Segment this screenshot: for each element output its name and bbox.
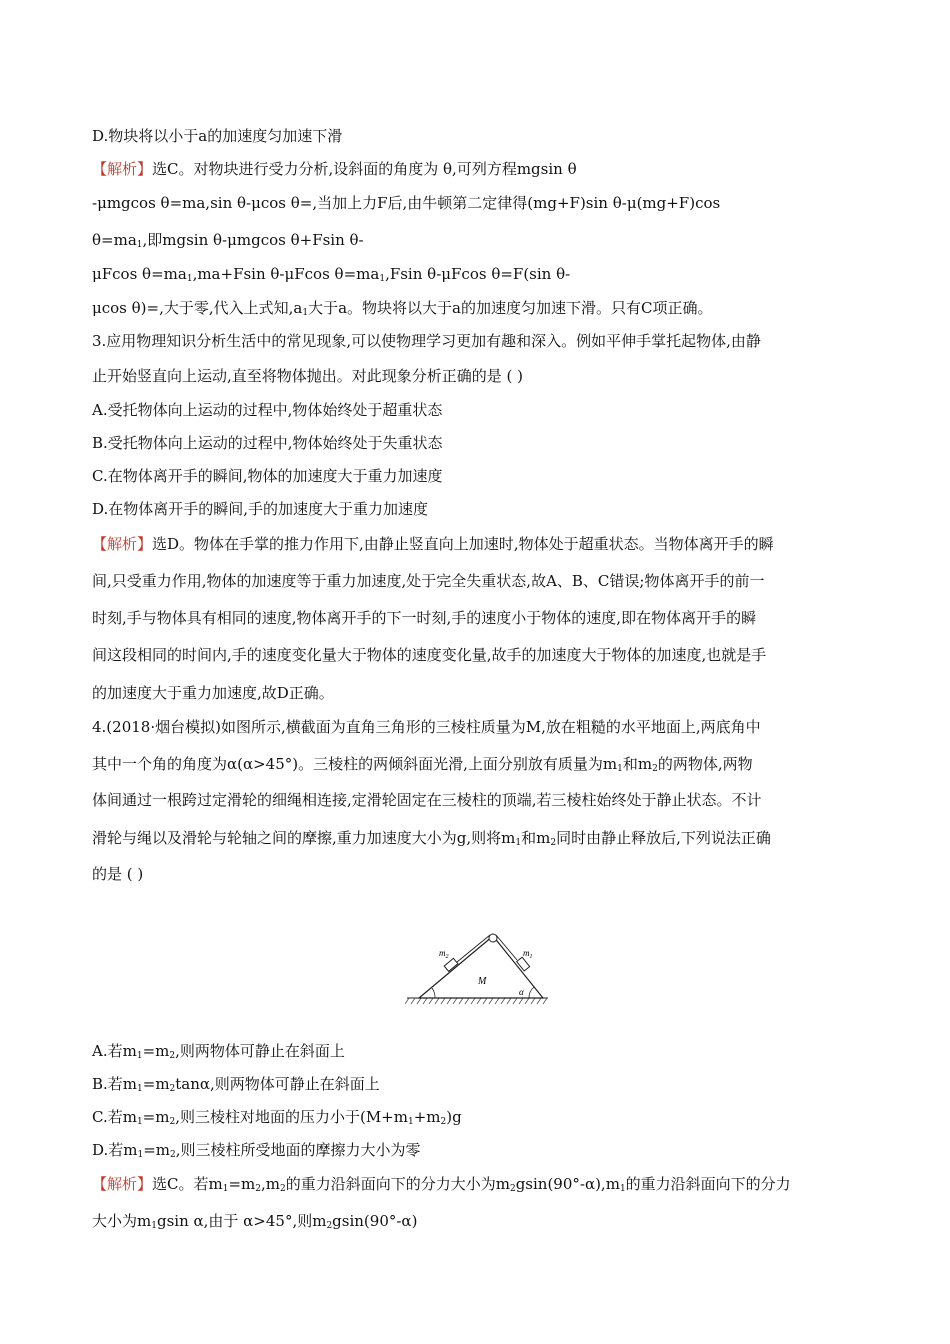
q4-option-c [92, 1107, 462, 1132]
subscript: 2 [170, 1150, 176, 1160]
analysis-tag: 【解析】 [92, 160, 153, 178]
rope-right [496, 935, 517, 960]
q4-option-d-text-2: =m [143, 1141, 171, 1159]
q2-analysis-text-4b: ,ma+Fsin θ-μFcos θ=ma [192, 265, 380, 283]
block-m2 [444, 958, 458, 971]
q3-analysis-text-2: 间,只受重力作用,物体的加速度等于重力加速度,处于完全失重状态,故A、B、C错误;物体离开手的前一 [92, 572, 765, 590]
q3-option-d [92, 499, 428, 519]
q4-stem-text-4c: 同时由静止释放后,下列说法正确 [556, 829, 771, 847]
q4-option-c-text-5: )g [446, 1108, 462, 1126]
q4-analysis-line-2 [92, 1211, 417, 1236]
q4-stem-text-2c: 的两物体,两物 [657, 755, 753, 773]
subscript: 1 [407, 1117, 414, 1127]
q4-option-a-text-3: ,则两物体可静止在斜面上 [175, 1042, 345, 1060]
subscript: 1 [302, 308, 309, 318]
subscript: 2 [169, 1117, 176, 1127]
q2-option-d-text: D.物块将以小于a的加速度匀加速下滑 [92, 127, 343, 145]
q3-analysis-text-1: 选D。物体在手掌的推力作用下,由静止竖直向上加速时,物体处于超重状态。当物体离开手的瞬 [152, 535, 774, 553]
q3-analysis-line-2 [92, 571, 764, 591]
q4-option-a-text-1: A.若m [92, 1042, 137, 1060]
subscript: 2 [509, 1184, 516, 1194]
q4-stem-line-5 [92, 864, 143, 884]
q4-stem-text-2a: 其中一个角的角度为α(α>45°)。三棱柱的两倾斜面光滑,上面分别放有质量为m [92, 755, 618, 773]
q4-option-a [92, 1041, 345, 1066]
q3-stem-line-1 [92, 331, 761, 351]
q2-analysis-text-4a: μFcos θ=ma [92, 265, 187, 283]
q3-option-c [92, 466, 442, 486]
analysis-tag: 【解析】 [92, 1175, 153, 1193]
subscript: 2 [279, 1184, 286, 1194]
q4-stem-line-4 [92, 828, 771, 853]
q4-analysis-text-1e: gsin(90°-α),m [515, 1175, 620, 1193]
subscript: 1 [136, 1051, 143, 1061]
q2-analysis-text-3a: θ=ma [92, 231, 137, 249]
q4-option-b [92, 1074, 380, 1099]
q4-analysis-text-1c: ,m [260, 1175, 280, 1193]
q3-option-a-text: A.受托物体向上运动的过程中,物体始终处于超重状态 [92, 401, 443, 419]
q4-option-c-text-2: =m [142, 1108, 170, 1126]
q2-analysis-text-3b: ,即mgsin θ-μmgcos θ+Fsin θ- [142, 231, 364, 249]
subscript: 1 [619, 1184, 626, 1194]
q3-analysis-text-4: 间这段相同的时间内,手的速度变化量大于物体的速度变化量,故手的加速度大于物体的加速度,也就是手 [92, 646, 767, 664]
subscript: 1 [515, 838, 522, 848]
alpha-angle-arc [529, 987, 534, 998]
analysis-tag: 【解析】 [92, 535, 153, 553]
label-alpha: α [519, 987, 524, 997]
q4-stem-text-5: 的是 ( ) [92, 865, 144, 883]
q4-stem-text-4b: 和m [521, 829, 551, 847]
rope-left [457, 935, 490, 962]
q4-option-a-text-2: =m [142, 1042, 170, 1060]
q4-option-b-text-1: B.若m [92, 1075, 138, 1093]
subscript: 1 [136, 240, 143, 250]
subscript: 1 [186, 274, 193, 284]
subscript: 1 [137, 1150, 144, 1160]
label-m1: $m_1$ [523, 948, 533, 960]
q4-option-b-text-3: tanα,则两物体可静止在斜面上 [175, 1075, 380, 1093]
q4-analysis-text-1d: 的重力沿斜面向下的分力大小为m [285, 1175, 510, 1193]
q3-analysis-line-5 [92, 683, 334, 703]
q3-option-a [92, 400, 442, 420]
subscript: 1 [617, 764, 623, 774]
q3-analysis-line-1 [92, 534, 774, 554]
block-m1 [517, 957, 530, 971]
q4-option-d-text-1: D.若m [92, 1141, 138, 1159]
q2-analysis-text-4c: ,Fsin θ-μFcos θ=F(sin θ- [385, 265, 571, 283]
q4-option-c-text-4: +m [413, 1108, 441, 1126]
label-m2: $m_2$ [439, 948, 449, 960]
q2-analysis-line-1 [92, 159, 577, 179]
q4-option-d [92, 1140, 421, 1165]
q4-analysis-text-1f: 的重力沿斜面向下的分力 [625, 1175, 791, 1193]
subscript: 1 [151, 1221, 157, 1231]
subscript: 1 [137, 1084, 143, 1094]
q2-analysis-line-4 [92, 264, 570, 289]
q3-stem-line-2 [92, 366, 523, 386]
q4-option-c-text-3: ,则三棱柱对地面的压力小于(M+m [175, 1108, 408, 1126]
subscript: 1 [379, 274, 386, 284]
q2-analysis-text-5b: 大于a。物块将以大于a的加速度匀加速下滑。只有C项正确。 [308, 299, 713, 317]
subscript: 2 [550, 838, 557, 848]
q3-analysis-text-3: 时刻,手与物体具有相同的速度,物体离开手的下一时刻,手的速度小于物体的速度,即在物体离开手的瞬 [92, 609, 757, 627]
subscript: 2 [169, 1051, 176, 1061]
q2-analysis-line-5 [92, 298, 712, 323]
q4-stem-text-2b: 和m [622, 755, 653, 773]
q3-option-b-text: B.受托物体向上运动的过程中,物体始终处于失重状态 [92, 434, 443, 452]
q4-stem-text-4a: 滑轮与绳以及滑轮与轮轴之间的摩擦,重力加速度大小为g,则将m [92, 829, 516, 847]
q3-analysis-text-5: 的加速度大于重力加速度,故D正确。 [92, 684, 334, 702]
q3-stem-text-1: 3.应用物理知识分析生活中的常见现象,可以使物理学习更加有趣和深入。例如平伸手掌托起物体,由静 [92, 332, 761, 350]
q2-analysis-text-1: 选C。对物块进行受力分析,设斜面的角度为 θ,可列方程mgsin θ [152, 160, 577, 178]
q4-stem-line-1 [92, 717, 761, 737]
q2-analysis-line-2 [92, 193, 720, 213]
q3-analysis-line-4 [92, 645, 766, 665]
q4-option-c-text-1: C.若m [92, 1108, 137, 1126]
q4-stem-line-2 [92, 754, 753, 779]
q3-stem-text-2: 止开始竖直向上运动,直至将物体抛出。对此现象分析正确的是 ( ) [92, 367, 524, 385]
q4-stem-line-3 [92, 790, 762, 810]
subscript: 2 [652, 764, 658, 774]
q4-stem-text-3: 体间通过一根跨过定滑轮的细绳相连接,定滑轮固定在三棱柱的顶端,若三棱柱始终处于静止状态。不计 [92, 791, 762, 809]
subscript: 1 [222, 1184, 229, 1194]
subscript: 2 [440, 1117, 447, 1127]
q4-option-b-text-2: =m [142, 1075, 170, 1093]
q4-analysis-text-2a: 大小为m [92, 1212, 152, 1230]
q2-analysis-text-5a: μcos θ)=,大于零,代入上式知,a [92, 299, 303, 317]
subscript: 2 [169, 1084, 176, 1094]
q4-analysis-text-2c: gsin(90°-α) [332, 1212, 418, 1230]
subscript: 2 [255, 1184, 261, 1194]
q4-analysis-text-1b: =m [228, 1175, 256, 1193]
q2-analysis-text-2: -μmgcos θ=ma,sin θ-μcos θ=,当加上力F后,由牛顿第二定律得(mg+F)sin θ-μ(mg+F)cos [92, 194, 721, 212]
label-M: M [478, 976, 487, 987]
q3-option-d-text: D.在物体离开手的瞬间,手的加速度大于重力加速度 [92, 500, 429, 518]
q3-option-b [92, 433, 443, 453]
q4-analysis-text-2b: gsin α,由于 α>45°,则m [156, 1212, 327, 1230]
prism-pulley-figure [405, 926, 550, 1008]
q4-analysis-line-1 [92, 1174, 791, 1199]
q4-stem-text-1: 4.(2018·烟台模拟)如图所示,横截面为直角三角形的三棱柱质量为M,放在粗糙的水平地面上,两底角中 [92, 718, 761, 736]
q4-option-d-text-3: ,则三棱柱所受地面的摩擦力大小为零 [175, 1141, 421, 1159]
q3-option-c-text: C.在物体离开手的瞬间,物体的加速度大于重力加速度 [92, 467, 443, 485]
q3-analysis-line-3 [92, 608, 756, 628]
q2-option-d [92, 126, 342, 146]
subscript: 2 [326, 1221, 333, 1231]
subscript: 1 [136, 1117, 143, 1127]
left-angle-arc [432, 988, 435, 998]
q2-analysis-line-3 [92, 230, 364, 255]
q4-analysis-text-1a: 选C。若m [152, 1175, 223, 1193]
ground-hatching [405, 998, 547, 1004]
